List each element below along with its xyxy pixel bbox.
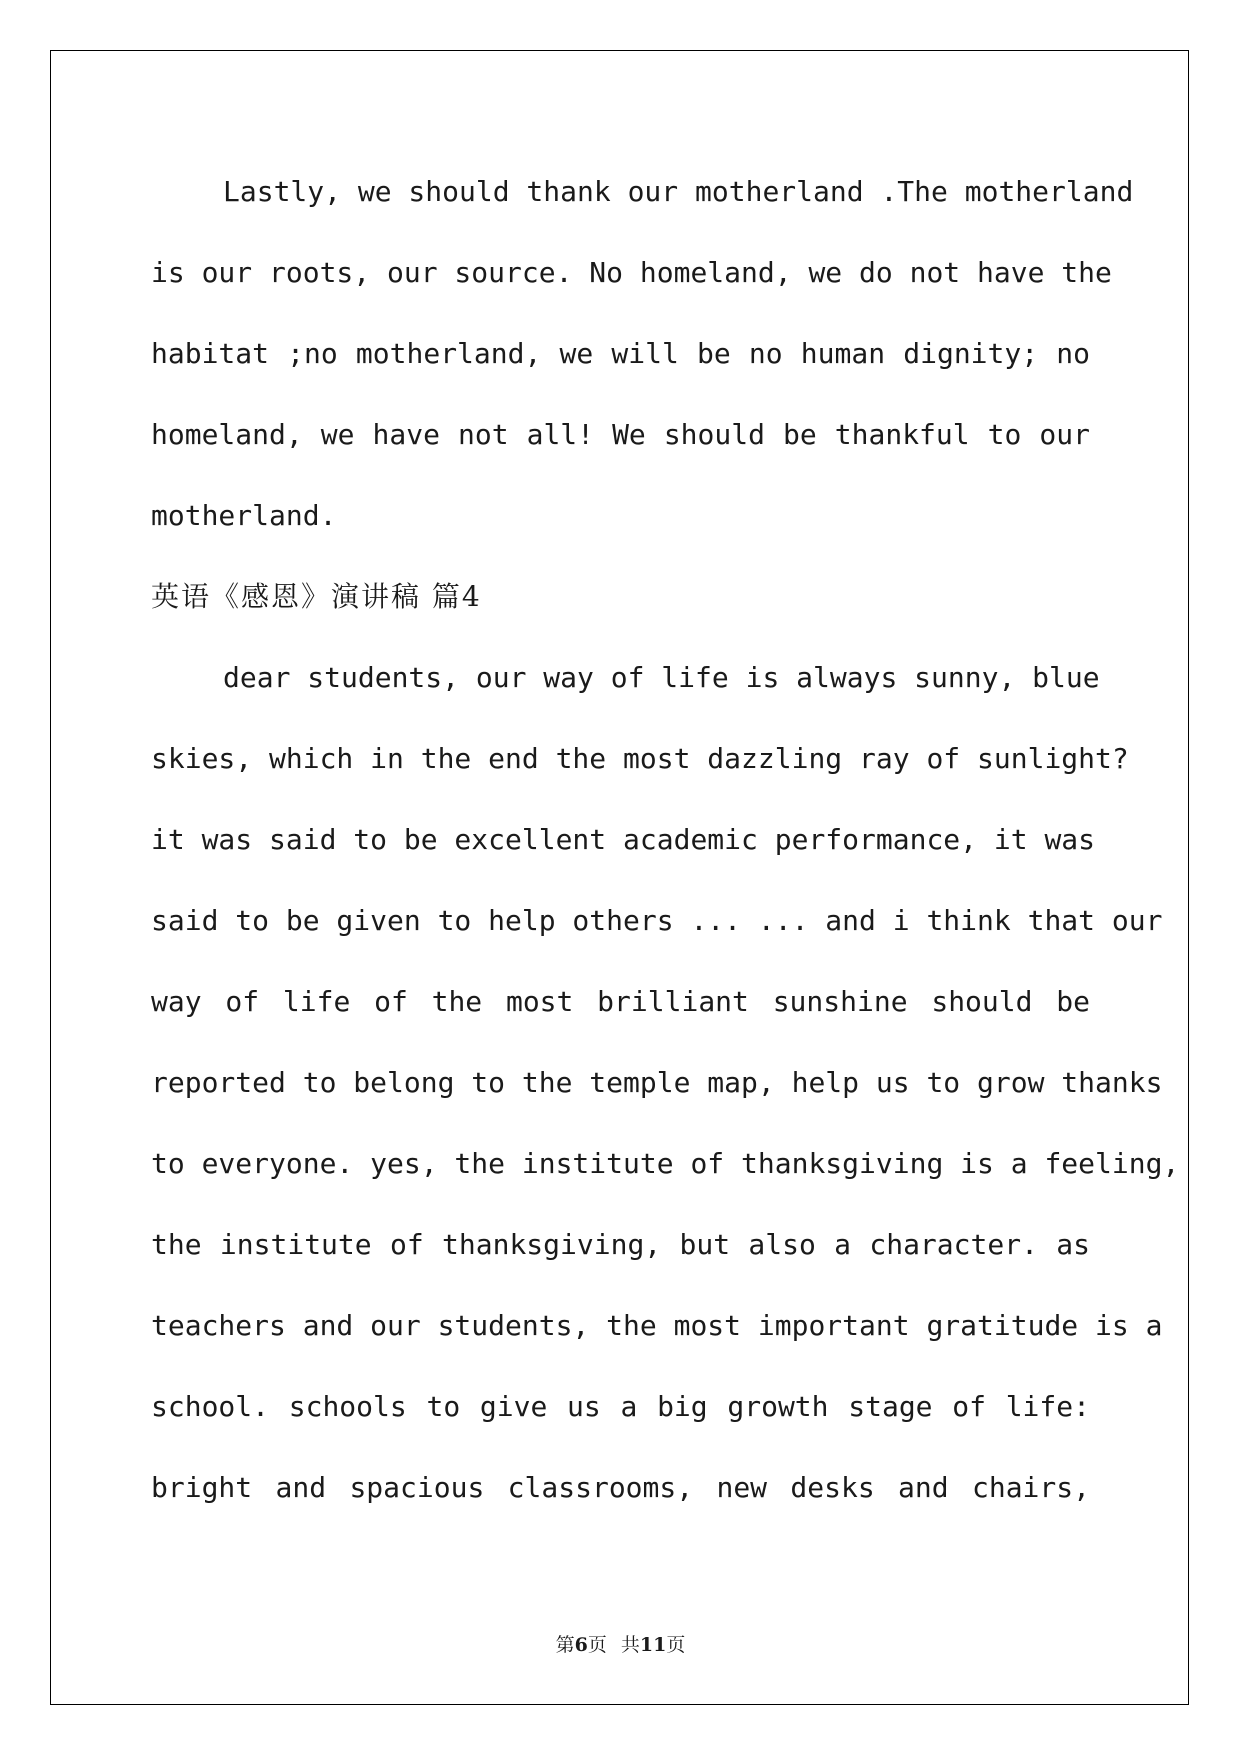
total-pages-number: 11 <box>639 1634 667 1656</box>
paragraph-line: skies, which in the end the most dazzling ray of sunlight? <box>151 742 1129 775</box>
paragraph-line: homeland, we have not all! We should be thankful to our <box>151 418 1090 451</box>
paragraph-line: teachers and our students, the most important gratitude is a <box>151 1309 1163 1342</box>
page-border <box>50 50 1189 1705</box>
paragraph-line: way of life of the most brilliant sunshine should be <box>151 985 1090 1018</box>
footer-page-label: 页 <box>587 1634 607 1656</box>
paragraph-line: dear students, our way of life is always sunny, blue <box>223 661 1100 694</box>
page-footer <box>0 1630 1241 1657</box>
paragraph-line: said to be given to help others ... ... and i think that our <box>151 904 1163 937</box>
paragraph-line: is our roots, our source. No homeland, we do not have the <box>151 256 1112 289</box>
paragraph-line: habitat ;no motherland, we will be no human dignity; no <box>151 337 1090 370</box>
paragraph-line: bright and spacious classrooms, new desks and chairs, <box>151 1471 1090 1504</box>
paragraph-line: motherland. <box>151 499 337 532</box>
paragraph-line: Lastly, we should thank our motherland .The motherland <box>223 175 1134 208</box>
paragraph-line: the institute of thanksgiving, but also a character. as <box>151 1228 1090 1261</box>
section-heading: 英语《感恩》演讲稿 篇4 <box>151 580 482 613</box>
paragraph-line: school. schools to give us a big growth stage of life: <box>151 1390 1090 1423</box>
footer-total-prefix: 共 <box>620 1634 640 1656</box>
footer-total-label: 页 <box>666 1634 686 1656</box>
footer-prefix: 第 <box>555 1634 575 1656</box>
paragraph-line: reported to belong to the temple map, help us to grow thanks <box>151 1066 1163 1099</box>
current-page-number: 6 <box>574 1634 588 1656</box>
paragraph-line: to everyone. yes, the institute of thanksgiving is a feeling, <box>151 1147 1180 1180</box>
paragraph-line: it was said to be excellent academic performance, it was <box>151 823 1096 856</box>
